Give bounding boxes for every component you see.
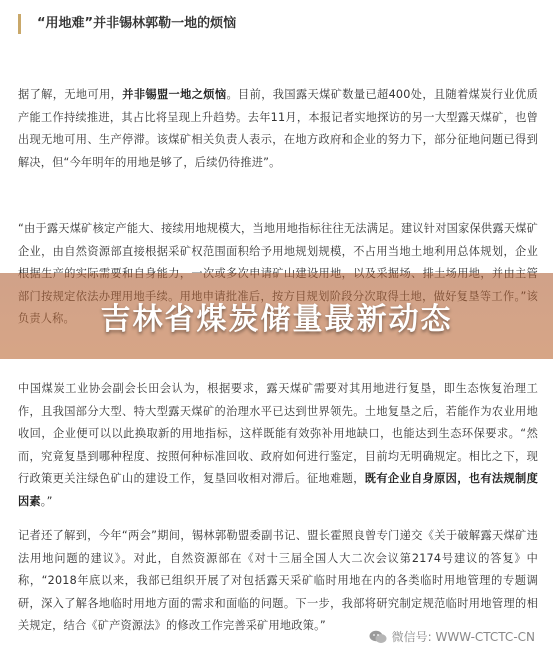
paragraph-text: 中国煤炭工业协会副会长田会认为，根据要求，露天煤矿需要对其用地进行复垦，即生态恢复治理工作，且我国部分大型、特大型露天煤矿的治理水平已达到世界领先。土地复垦之后，若能作为农业用地收回，企业便可以以此换取新的用地指标，这样既能有效弥补用地缺口，也能达到生态环保要求。“然而，究竟复垦到哪种程度、按照何种标准回收、政府如何进行鉴定，目前均无明确规定。相比之下，现行政策更关注绿色矿山的建设工作，复垦回收相对滞后。征地难题， <box>18 382 538 485</box>
emphasis-text: 并非锡盟一地之烦恼 <box>122 88 227 101</box>
article-paragraph-1 <box>18 84 538 174</box>
paragraph-text: “由于露天煤矿核定产能大、接续用地规模大，当地用地指标往往无法满足。建议针对国家保供露天煤矿企业，由自然资源部直接根据采矿权范围面积给予用地规划规模，不占用当地土地利用总体规划，企业 <box>18 222 538 258</box>
wechat-watermark <box>365 627 539 646</box>
paragraph-text: 。” <box>40 494 53 508</box>
title-banner <box>0 273 553 359</box>
emphasis-text: 既有企业自身原因，也有法规制度因素 <box>18 472 538 508</box>
section-heading: “用地难”并非锡林郭勒一地的烦恼 <box>18 14 553 34</box>
paragraph-text: 。目前，我国露天煤矿数量已超400处，且随着煤炭行业优质产能工作持续推进，其占比将呈现上升趋势。去年11月，本报记者实地探访的另一大型露天煤矿，也曾出现无地可用、生产停滞。该煤矿相关负责人表示，在地方政府和企业的努力下，部分征地问题已得到解决，但“今年明年的用地是够了，后续仍待推进”。 <box>18 88 538 169</box>
paragraph-text: 记者还了解到，今年“两会”期间，锡林郭勒盟委副书记、盟长霍照良曾专门递交《关于破解露天煤矿违法用地问题的建议》。对此，自然资源部在《对十三届全国人大二次会议第2174号建议的答复》中称，“2018年底以来，我部已组织开展了对包括露天采矿临时用地在内的各类临时用地管理的专题调研，深入了解各地临时用地方面的需求和面临的问题。下一步，我部将研究制定规范临时用地管理的相关规定，结合《矿产资源法》的修改工作完善采矿用地政策。” <box>18 529 538 632</box>
article-paragraph-4 <box>18 525 538 638</box>
wechat-icon <box>369 630 387 644</box>
watermark-text: 微信号: WWW-CTCTC-CN <box>391 630 535 644</box>
banner-title: 吉林省煤炭储量最新动态 <box>100 302 453 337</box>
article-paragraph-3 <box>18 378 538 513</box>
paragraph-text: 据了解，无地可用， <box>18 88 123 101</box>
